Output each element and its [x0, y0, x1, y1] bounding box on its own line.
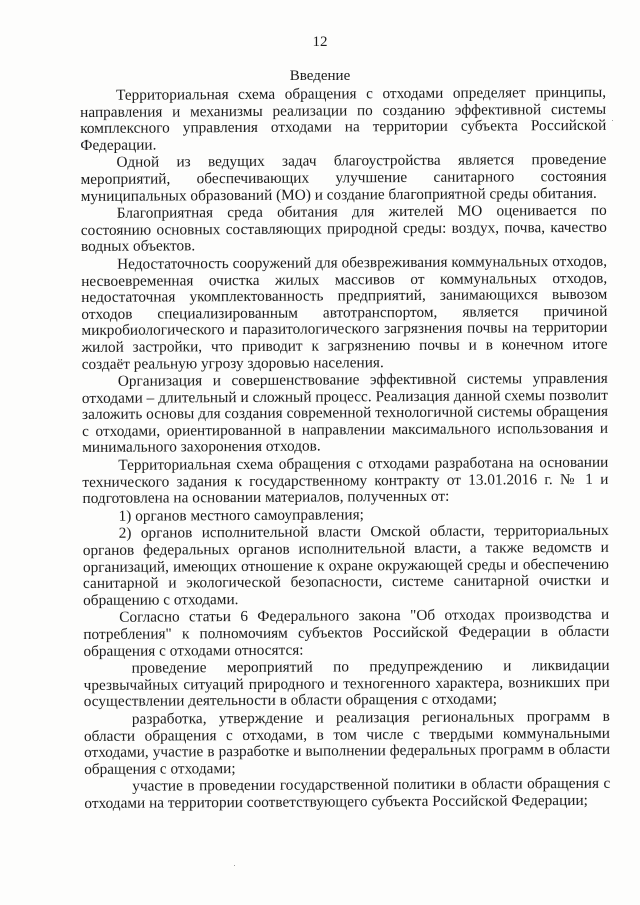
- scan-speck: [234, 865, 235, 866]
- paragraph: Территориальная схема обращения с отходами разработана на основании технического задания к государственному контракту от 13.01.2016 г. № 1 и подготовлена на основании материалов, полученных от:: [82, 453, 609, 508]
- paragraph: Территориальная схема обращения с отходами определяет принципы, направления и механизмы реализации по созданию эффективной системы комплексного управления отходами на территории субъекта Российской Федерации.: [80, 83, 607, 154]
- list-item: участие в проведении государственной политики в области обращения с отходами на территории соответствующего субъекта Российской Федерации;: [84, 775, 611, 812]
- page-number: 12: [312, 34, 328, 50]
- section-title: Введение: [289, 68, 351, 84]
- list-item: разработка, утверждение и реализация региональных программ в области обращения с отходами, в том числе с твердыми коммунальными отходами, участие в разработке и выполнении федеральных программ в области обращения с отходами;: [83, 707, 611, 778]
- paragraph: Одной из ведущих задач благоустройства является проведение мероприятий, обеспечивающих улучшение санитарного состояния муниципальных образований (МО) и создание благоприятной среды обитания.: [80, 151, 607, 205]
- paragraph: Недостаточность сооружений для обезвреживания коммунальных отходов, несвоевременная очистка жилых массивов от коммунальных отходов, недостаточная укомплектованность предприятий, занимающихся вывозом отходов специализированным автотранспортом, является причиной микробиологического и паразитологического загрязнения почвы на территории жилой застройки, что приводит к загрязнению почвы и в конечном итоге создаёт реальную угрозу здоровью населения.: [81, 252, 608, 373]
- paragraph: Благоприятная среда обитания для жителей МО оценивается по состоянию основных составляющих природной среды: воздух, почва, качество водных объектов.: [80, 201, 607, 256]
- scan-speck: [612, 120, 613, 121]
- list-item: 2) органов исполнительной власти Омской области, территориальных органов федеральных органов исполнительной власти, а также ведомств и организаций, имеющих отношение к охране окружающей среды и обеспечению санитарной и экологической безопасности, системе санитарной очистки и обращению с отходами.: [82, 522, 610, 609]
- list-item: проведение мероприятий по предупреждению и ликвидации чрезвычайных ситуаций природного и техногенного характера, возникших при осуществлении деятельности в области обращения с отходами;: [83, 656, 610, 711]
- document-body: [80, 85, 610, 814]
- paragraph: Организация и совершенствование эффективной системы управления отходами – длительный и сложный процесс. Реализация данной схемы позволит заложить основы для создания современной технологичной системы обращения с отходами, ориентированной в направлении максимального использования и минимального захоронения отходов.: [81, 369, 609, 457]
- paragraph: Согласно статьи 6 Федерального закона "Об отходах производства и потребления" к полномочиям субъектов Российской Федерации в области обращения с отходами относятся:: [83, 606, 610, 660]
- list-item: 1) органов местного самоуправления;: [118, 506, 364, 525]
